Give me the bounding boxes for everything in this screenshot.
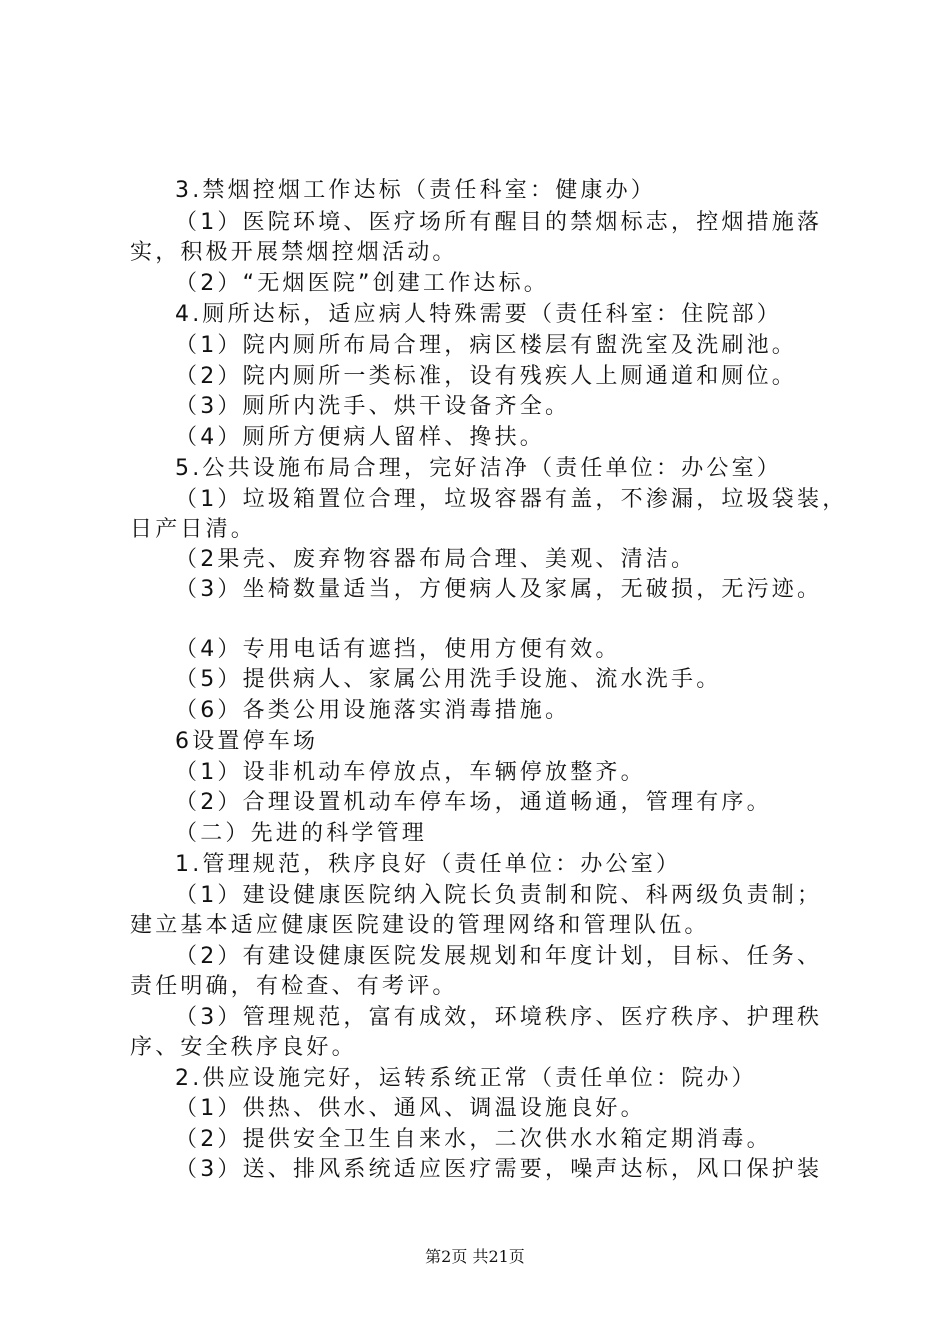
text-line: （二）先进的科学管理	[175, 821, 428, 846]
text-line: （2）提供安全卫生自来水，二次供水水箱定期消毒。	[175, 1127, 772, 1152]
text-line: 3.禁烟控烟工作达标（责任科室：健康办）	[175, 178, 656, 203]
text-line: （1）垃圾箱置位合理，垃圾容器有盖，不渗漏，垃圾袋装，	[175, 487, 848, 512]
text-line: 序、安全秩序良好。	[130, 1035, 357, 1060]
text-line: （3）送、排风系统适应医疗需要，噪声达标，风口保护装	[175, 1157, 823, 1182]
text-line: （1）建设健康医院纳入院长负责制和院、科两级负责制；	[175, 883, 823, 908]
text-line: 6设置停车场	[175, 729, 319, 754]
text-line: （2）院内厕所一类标准，设有残疾人上厕通道和厕位。	[175, 364, 797, 389]
text-line: （3）坐椅数量适当，方便病人及家属，无破损，无污迹。	[175, 577, 823, 602]
text-line: 责任明确，有检查、有考评。	[130, 974, 458, 999]
text-line: （4）专用电话有遮挡，使用方便有效。	[175, 637, 621, 662]
text-line: （1）供热、供水、通风、调温设施良好。	[175, 1096, 646, 1121]
text-line: 日产日清。	[130, 517, 257, 542]
page-number-footer: 第2页 共21页	[425, 1247, 525, 1266]
text-line: （3）管理规范，富有成效，环境秩序、医疗秩序、护理秩	[175, 1005, 823, 1030]
text-line: 1.管理规范，秩序良好（责任单位：办公室）	[175, 852, 682, 877]
text-line: 建立基本适应健康医院建设的管理网络和管理队伍。	[130, 913, 710, 938]
text-line: （2）合理设置机动车停车场，通道畅通，管理有序。	[175, 790, 772, 815]
text-line: （2）“无烟医院”创建工作达标。	[175, 271, 549, 296]
text-line: （1）设非机动车停放点，车辆停放整齐。	[175, 760, 646, 785]
text-line: 实，积极开展禁烟控烟活动。	[130, 240, 458, 265]
text-line: （5）提供病人、家属公用洗手设施、流水洗手。	[175, 667, 722, 692]
text-line: （1）院内厕所布局合理，病区楼层有盥洗室及洗刷池。	[175, 333, 797, 358]
text-line: （1）医院环境、医疗场所有醒目的禁烟标志，控烟措施落	[175, 210, 823, 235]
text-line: 4.厕所达标，适应病人特殊需要（责任科室：住院部）	[175, 302, 782, 327]
text-line: （2）有建设健康医院发展规划和年度计划，目标、任务、	[175, 944, 823, 969]
text-line: （6）各类公用设施落实消毒措施。	[175, 698, 571, 723]
text-line: 2.供应设施完好，运转系统正常（责任单位：院办）	[175, 1066, 757, 1091]
text-line: （3）厕所内洗手、烘干设备齐全。	[175, 394, 571, 419]
text-line: 5.公共设施布局合理，完好洁净（责任单位：办公室）	[175, 456, 782, 481]
text-line: （4）厕所方便病人留样、搀扶。	[175, 425, 545, 450]
text-line: （2果壳、废弃物容器布局合理、美观、清洁。	[175, 547, 697, 572]
